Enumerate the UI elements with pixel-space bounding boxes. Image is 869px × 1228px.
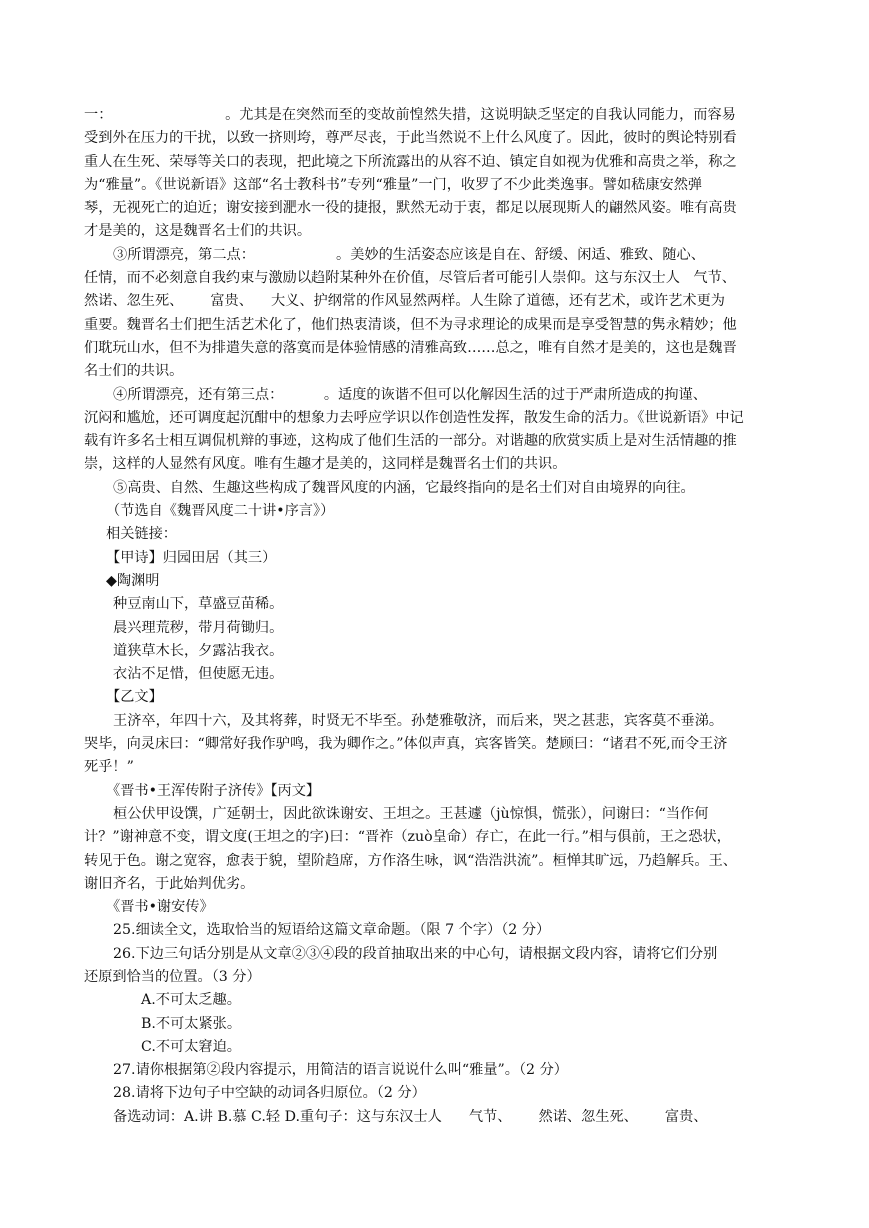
poem-line: 衣沾不足惜，但使愿无违。 (113, 666, 284, 683)
text-line: 才是美的，这是魏晋名士们的共识。 (84, 223, 312, 240)
text-line: 崇，这样的人显然有风度。唯有生趣才是美的，这同样是魏晋名士们的共识。 (84, 456, 567, 473)
paragraph-5: ⑤高贵、自然、生趣这些构成了魏晋风度的内涵，它最终指向的是名士们对自由境界的向往。 (113, 479, 695, 496)
text-line: 死乎！” (84, 759, 134, 776)
text-line: 还原到恰当的位置。（3 分） (84, 968, 261, 985)
text-line: 们耽玩山水，但不为排遣失意的落寞而是体验情感的清雅高致……总之，唯有自然才是美的，这也是魏晋 (84, 339, 737, 356)
paragraph-2 (84, 104, 792, 244)
text-line: ④所谓漂亮，还有第三点： 。适度的诙谐不但可以化解因生活的过于严肃所造成的拘谨、 (113, 386, 707, 403)
question-28: 28.请将下边句子中空缺的动词各归原位。（2 分） (113, 1085, 426, 1102)
text-line: 任情，而不必刻意自我约束与激励以趋附某种外在价值，尽管后者可能引人崇仰。这与东汉士人 气节、 (84, 270, 736, 287)
text-line: 载有许多名士相互调侃机辩的事迹，这构成了他们生活的一部分。对谐趣的欣赏实质上是对生活情趣的推 (84, 433, 737, 450)
related-links-label: 相关链接： (106, 526, 177, 543)
text-line: 一： 。尤其是在突然而至的变故前惶然失措，这说明缺乏坚定的自我认同能力，而容易 (84, 107, 736, 123)
text-line: 转见于色。谢之宽容，愈表于貌，望阶趋席，方作洛生咏，讽“浩浩洪流”。桓惮其旷远，乃趋解兵。王、 (84, 852, 737, 869)
source-citation: （节选自《魏晋风度二十讲•序言》） (106, 503, 335, 520)
paragraph-4 (84, 384, 792, 477)
text-line: 计？”谢神意不变，谓文度(王坦之的字)曰：“晋祚（zuò皇命）存亡，在此一行。”相与俱前，王之恐状， (84, 829, 731, 846)
question-25: 25.细读全文，选取恰当的短语给这篇文章命题。（限 7 个字）（2 分） (113, 922, 551, 939)
poem-author: ◆陶渊明 (106, 572, 160, 589)
option-a: A.不可太乏趣。 (141, 992, 241, 1009)
text-line: ③所谓漂亮，第二点： 。美妙的生活姿态应该是自在、舒缓、闲适、雅致、随心、 (113, 246, 705, 263)
section-yi-text (84, 710, 792, 780)
text-line: 琴，无视死亡的迫近；谢安接到淝水一役的捷报，默然无动于衷，都足以展现斯人的翩然风姿。唯有高贵 (84, 200, 737, 217)
text-line: 然诺、忽生死、 富贵、 大义、护纲常的作风显然两样。人生除了道德，还有艺术，或许艺术更为 (84, 293, 725, 310)
question-26-options (84, 989, 792, 1059)
text-line: 沉闷和尴尬，还可调度起沉酣中的想象力去呼应学识以作创造性发挥，散发生命的活力。《世说新语》中记 (84, 409, 744, 426)
text-line: 受到外在压力的干扰，以致一挤则垮，尊严尽丧，于此当然说不上什么风度了。因此，彼时的舆论特别看 (84, 130, 737, 147)
question-27: 27.请你根据第②段内容提示，用简洁的语言说说什么叫“雅量”。（2 分） (113, 1062, 568, 1079)
text-line: 名士们的共识。 (84, 363, 184, 380)
option-c: C.不可太窘迫。 (141, 1038, 241, 1055)
question-28-options: 备选动词：A.讲 B.慕 C.轻 D.重句子：这与东汉士人 气节、 然诺、忽生死、 富贵、 (113, 1108, 708, 1125)
text-line: 桓公伏甲设馔，广延朝士，因此欲诛谢安、王坦之。王甚遽（jù惊惧，慌张），问谢曰：“当作何 (113, 805, 709, 822)
section-bing-title: 《晋书•王浑传附子济传》【丙文】 (106, 782, 321, 799)
document-page (84, 104, 792, 1129)
text-line: 谢旧齐名，于此始判优劣。 (84, 875, 255, 892)
question-26 (84, 943, 792, 990)
paragraph-3 (84, 244, 792, 384)
option-b: B.不可太紧张。 (141, 1015, 242, 1032)
text-line: 26.下边三句话分别是从文章②③④段的段首抽取出来的中心句，请根据文段内容，请将它们分别 (113, 945, 718, 962)
text-line: 重要。魏晋名士们把生活艺术化了，他们热衷清谈，但不为寻求理论的成果而是享受智慧的隽永精妙；他 (84, 316, 737, 333)
text-line: 为“雅量”。《世说新语》这部“名士教科书”专列“雅量”一门，收罗了不少此类逸事。譬如嵇康安然弹 (84, 176, 703, 193)
poem (84, 593, 792, 686)
text-line: 王济卒，年四十六，及其将葬，时贤无不毕至。孙楚雅敬济，而后来，哭之甚悲，宾客莫不垂涕。 (113, 712, 724, 729)
text-line: 重人在生死、荣辱等关口的表现，把此境之下所流露出的从容不迫、镇定自如视为优雅和高贵之举，称之 (84, 153, 737, 170)
poem-line: 晨兴理荒秽，带月荷锄归。 (113, 619, 284, 636)
section-bing-source: 《晋书•谢安传》 (106, 899, 214, 916)
text-line: 哭毕，向灵床曰：“卿常好我作驴鸣，我为卿作之。”体似声真，宾客皆笑。楚顾曰：“诸君不死,而令王济 (84, 736, 728, 753)
section-yi-title: 【乙文】 (106, 689, 163, 706)
section-bing-text (84, 803, 792, 896)
poem-title: 【甲诗】归园田居（其三） (106, 549, 277, 566)
poem-line: 种豆南山下，草盛豆苗稀。 (113, 596, 284, 613)
poem-line: 道狭草木长，夕露沾我衣。 (113, 642, 284, 659)
